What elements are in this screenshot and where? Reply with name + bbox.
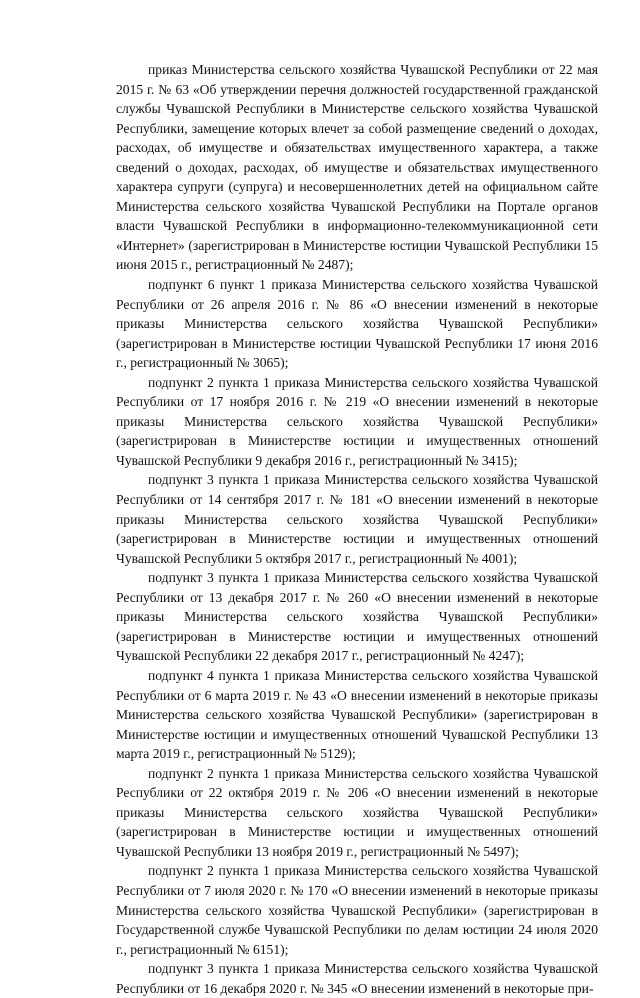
paragraph-order-2015-63: приказ Министерства сельского хозяйства Чувашской Республики от 22 мая 2015 г. № 63 «Об утверждении перечня должностей государственной гражданской службы Чувашской Республики в Министерстве сельского хозяйства Чувашской Республики, замещение которых влечет за собой размещение сведений о доходах, расходах, об имуществе и обязательствах имущественного характера, а также сведений о доходах, расходах, об имуществе и обязательствах имущественного характера супруги (супруга) и несовершеннолетних детей на официальном сайте Министерства сельского хозяйства Чувашской Республики на Портале органов власти Чувашской Республики в информационно-телекоммуникационной сети «Интернет» (зарегистрирован в Министерстве юстиции Чувашской Республики 15 июня 2015 г., регистрационный № 2487); (116, 62, 598, 273)
paragraph-order-2016-86: подпункт 6 пункт 1 приказа Министерства сельского хозяйства Чувашской Республики от 26 апреля 2016 г. № 86 «О внесении изменений в некоторые приказы Министерства сельского хозяйства Чувашской Республики» (зарегистрирован в Министерстве юстиции Чувашской Республики 17 июня 2016 г., регистрационный № 3065); (116, 277, 598, 371)
paragraph-order-2017-181: подпункт 3 пункта 1 приказа Министерства сельского хозяйства Чувашской Республики от 14 сентября 2017 г. № 181 «О внесении изменений в некоторые приказы Министерства сельского хозяйства Чувашской Республики» (зарегистрирован в Министерстве юстиции и имущественных отношений Чувашской Республики 5 октября 2017 г., регистрационный № 4001); (116, 472, 598, 566)
paragraph-order-2016-219: подпункт 2 пункта 1 приказа Министерства сельского хозяйства Чувашской Республики от 17 ноября 2016 г. № 219 «О внесении изменений в некоторые приказы Министерства сельского хозяйства Чувашской Республики» (зарегистрирован в Министерстве юстиции и имущественных отношений Чувашской Республики 9 декабря 2016 г., регистрационный № 3415); (116, 374, 598, 468)
paragraph-order-2020-345: подпункт 3 пункта 1 приказа Министерства сельского хозяйства Чувашской Республики от 16 декабря 2020 г. № 345 «О внесении изменений в некоторые при- (116, 961, 598, 996)
paragraph-order-2020-170: подпункт 2 пункта 1 приказа Министерства сельского хозяйства Чувашской Республики от 7 июля 2020 г. № 170 «О внесении изменений в некоторые приказы Министерства сельского хозяйства Чувашской Республики» (зарегистрирован в Государственной службе Чувашской Республики по делам юстиции 24 июля 2020 г., регистрационный № 6151); (116, 863, 598, 957)
document-body (116, 60, 598, 998)
paragraph-order-2017-260: подпункт 3 пункта 1 приказа Министерства сельского хозяйства Чувашской Республики от 13 декабря 2017 г. № 260 «О внесении изменений в некоторые приказы Министерства сельского хозяйства Чувашской Республики» (зарегистрирован в Министерстве юстиции и имущественных отношений Чувашской Республики 22 декабря 2017 г., регистрационный № 4247); (116, 570, 598, 664)
paragraph-order-2019-206: подпункт 2 пункта 1 приказа Министерства сельского хозяйства Чувашской Республики от 22 октября 2019 г. № 206 «О внесении изменений в некоторые приказы Министерства сельского хозяйства Чувашской Республики» (зарегистрирован в Министерстве юстиции и имущественных отношений Чувашской Республики 13 ноября 2019 г., регистрационный № 5497); (116, 765, 598, 859)
paragraph-order-2019-43: подпункт 4 пункта 1 приказа Министерства сельского хозяйства Чувашской Республики от 6 марта 2019 г. № 43 «О внесении изменений в некоторые приказы Министерства сельского хозяйства Чувашской Республики» (зарегистрирован в Министерстве юстиции и имущественных отношений Чувашской Республики 13 марта 2019 г., регистрационный № 5129); (116, 667, 598, 762)
